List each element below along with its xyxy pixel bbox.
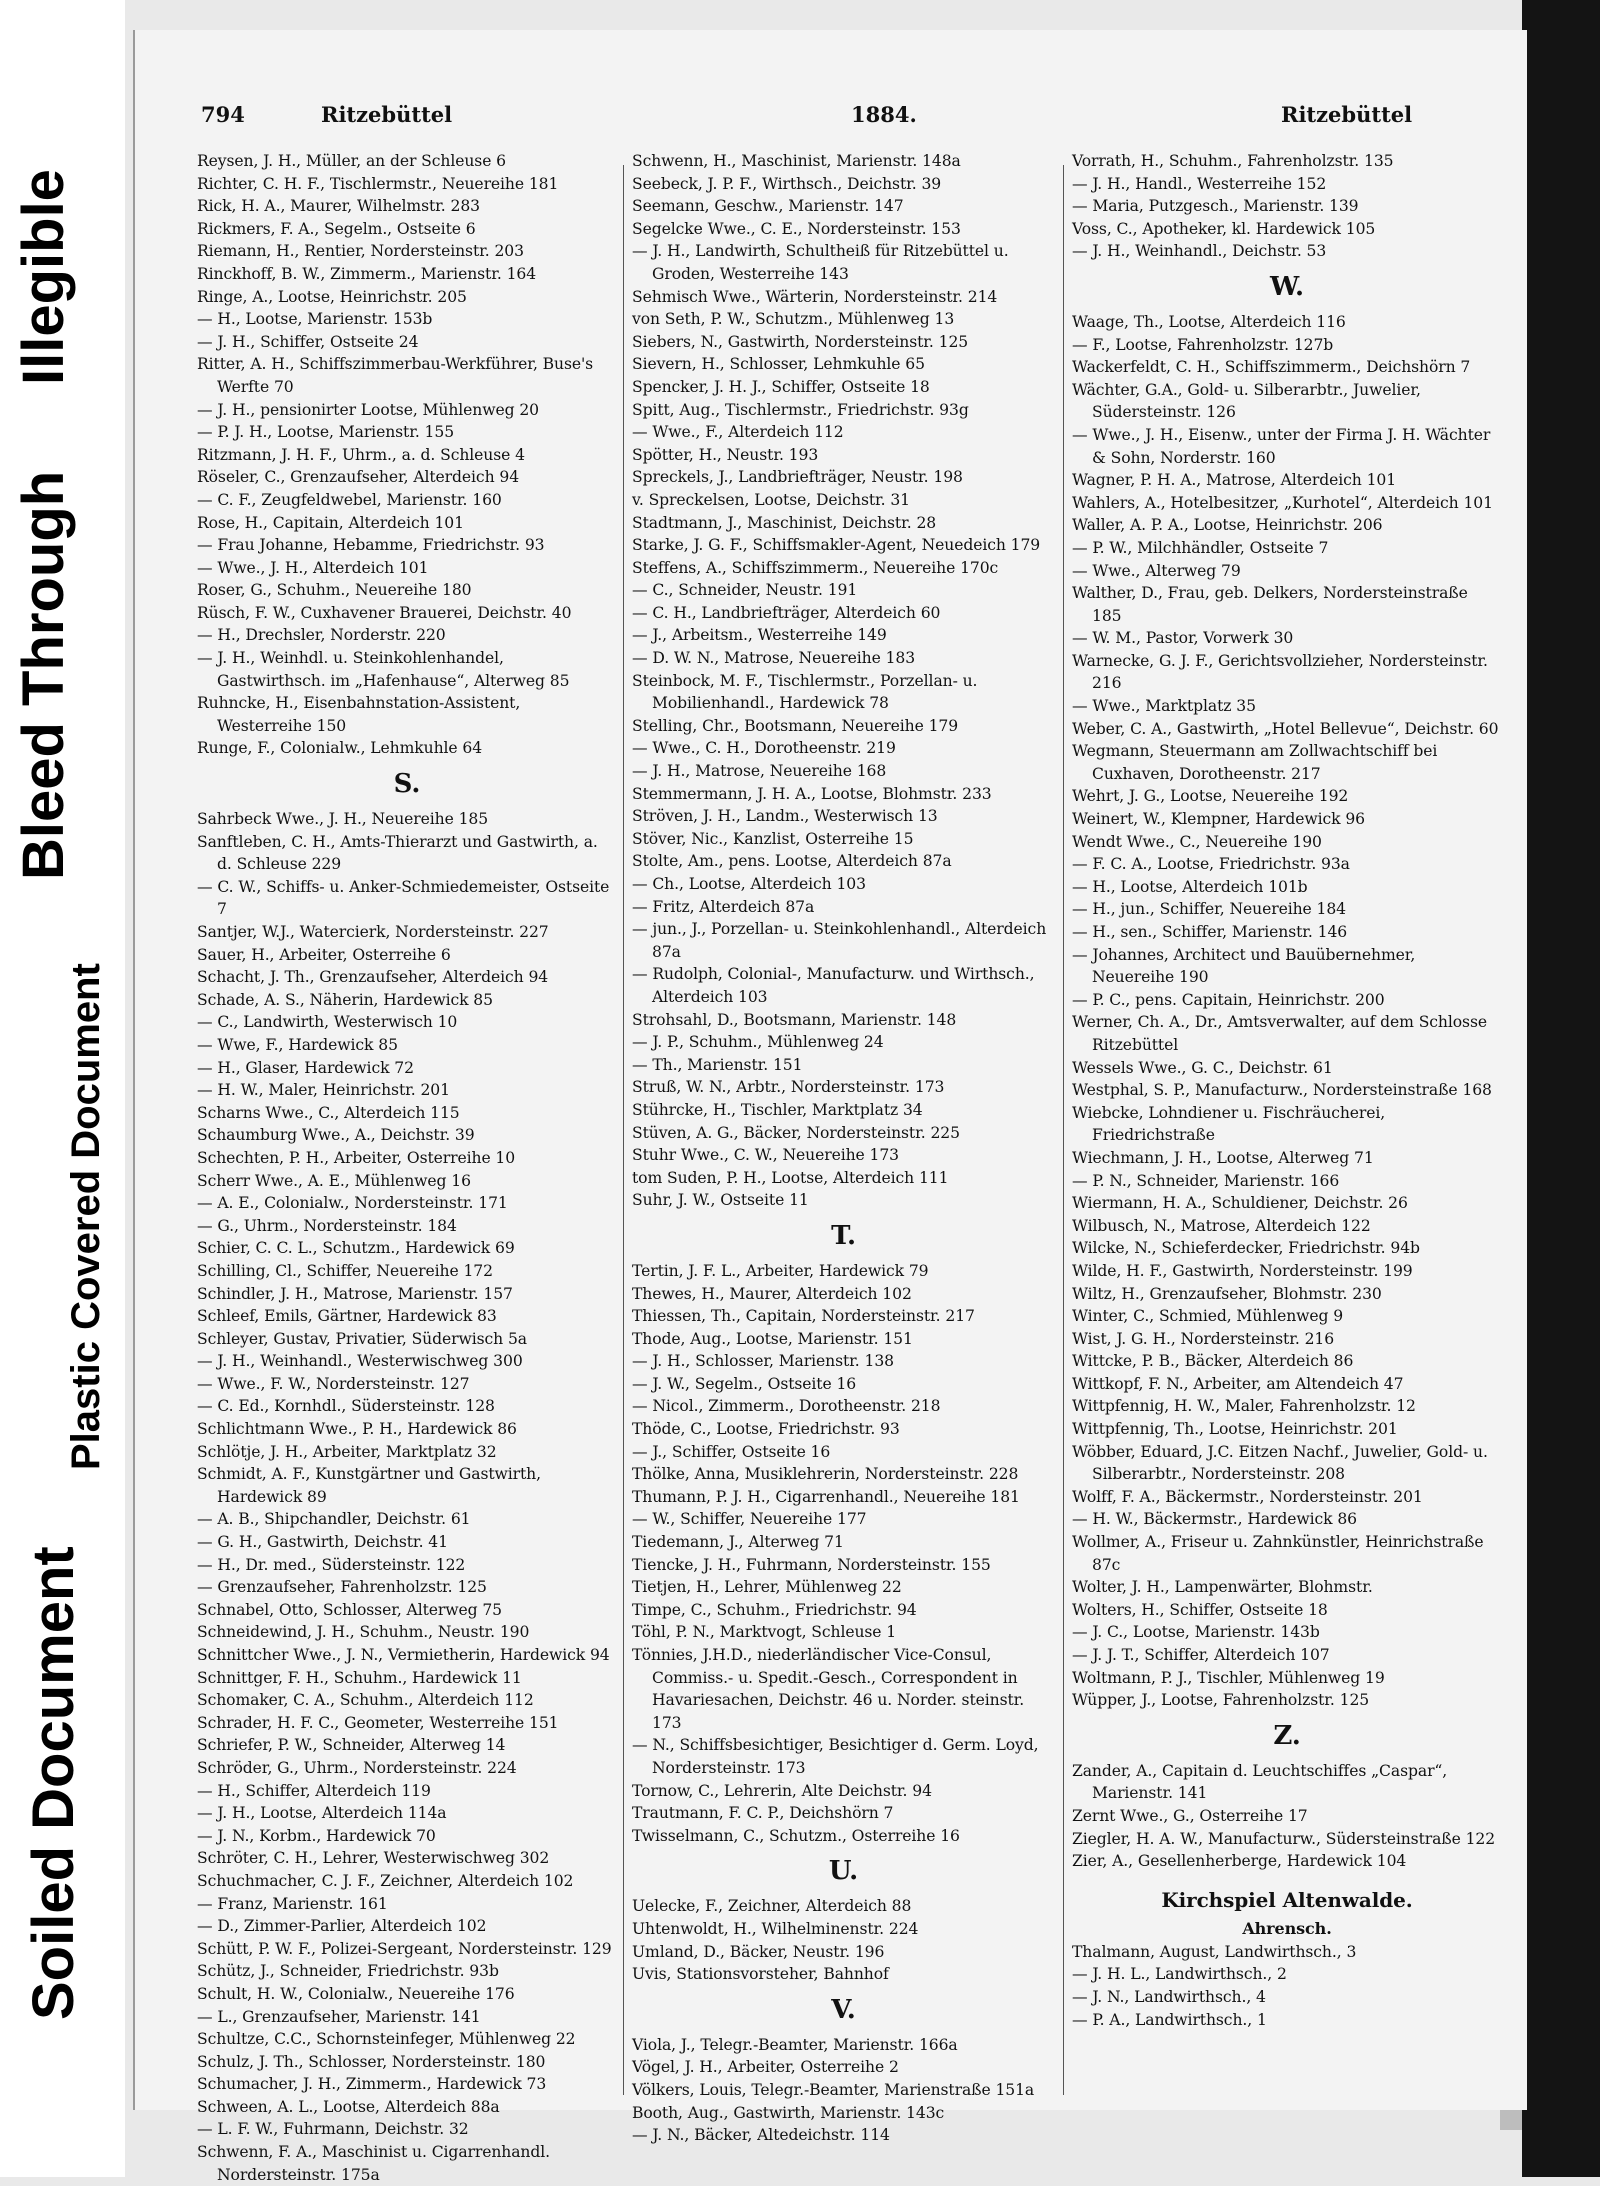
label-illegible: Illegible (11, 169, 76, 385)
page-number: 794 (201, 102, 245, 127)
directory-entry: Stöver, Nic., Kanzlist, Osterreihe 15 (632, 829, 914, 848)
directory-entry: Schilling, Cl., Schiffer, Neuereihe 172 (197, 1261, 493, 1280)
directory-entry: Wittkopf, F. N., Arbeiter, am Altendeich 47 (1072, 1374, 1404, 1393)
directory-entry: Timpe, C., Schuhm., Friedrichstr. 94 (632, 1600, 917, 1619)
column-divider (1063, 165, 1064, 2095)
directory-entry: — Wwe., Marktplatz 35 (1072, 697, 1256, 716)
directory-entry: Sehmisch Wwe., Wärterin, Nordersteinstr. 214 (632, 287, 998, 306)
directory-entry: Schütz, J., Schneider, Friedrichstr. 93b (197, 1962, 499, 1981)
directory-entry: Stüven, A. G., Bäcker, Nordersteinstr. 225 (632, 1123, 960, 1142)
directory-entry: — P. C., pens. Capitain, Heinrichstr. 200 (1072, 990, 1385, 1009)
label-soiled-document: Soiled Document (21, 1546, 86, 2020)
directory-entry: Rose, H., Capitain, Alterdeich 101 (197, 513, 464, 532)
directory-entry: — Franz, Marienstr. 161 (197, 1894, 388, 1913)
directory-entry: Wittcke, P. B., Bäcker, Alterdeich 86 (1072, 1352, 1354, 1371)
directory-entry: Ritzmann, J. H. F., Uhrm., a. d. Schleuse 4 (197, 445, 525, 464)
directory-entry: Ritter, A. H., Schiffszimmerbau-Werkführer, Buse's Werfte 70 (197, 355, 594, 396)
directory-entry: Ringe, A., Lootse, Heinrichstr. 205 (197, 287, 467, 306)
directory-entry: — J. H., Weinhdl. u. Steinkohlenhandel, Gastwirthsch. im „Hafenhause“, Alterweg 85 (197, 649, 570, 690)
directory-entry: — J. H., Matrose, Neuereihe 168 (632, 762, 887, 781)
directory-entry: — H., Lootse, Alterdeich 101b (1072, 877, 1308, 896)
directory-entry: Schumacher, J. H., Zimmerm., Hardewick 73 (197, 2075, 547, 2094)
directory-entry: — Grenzaufseher, Fahrenholzstr. 125 (197, 1578, 487, 1597)
directory-entry: Wollmer, A., Friseur u. Zahnkünstler, Heinrichstraße 87c (1072, 1533, 1484, 1574)
directory-entry: Wolters, H., Schiffer, Ostseite 18 (1072, 1600, 1328, 1619)
directory-entry: — jun., J., Porzellan- u. Steinkohlenhandl., Alterdeich 87a (632, 920, 1047, 961)
directory-entry: Spencker, J. H. J., Schiffer, Ostseite 18 (632, 377, 930, 396)
directory-entry: — C. F., Zeugfeldwebel, Marienstr. 160 (197, 490, 502, 509)
directory-entry: Scharns Wwe., C., Alterdeich 115 (197, 1103, 460, 1122)
directory-entry: Schween, A. L., Lootse, Alterdeich 88a (197, 2097, 500, 2116)
directory-entry: Thumann, P. J. H., Cigarrenhandl., Neuereihe 181 (632, 1487, 1020, 1506)
directory-entry: — J. N., Korbm., Hardewick 70 (197, 1826, 436, 1845)
directory-entry: Voss, C., Apotheker, kl. Hardewick 105 (1072, 219, 1376, 238)
letter-heading: Z. (1273, 1720, 1301, 1751)
directory-entry: Seemann, Geschw., Marienstr. 147 (632, 197, 904, 216)
letter-heading: T. (831, 1220, 856, 1251)
directory-entry: Riemann, H., Rentier, Nordersteinstr. 203 (197, 242, 524, 261)
directory-entry: Wiebcke, Lohndiener u. Fischräucherei, Friedrichstraße (1072, 1103, 1386, 1145)
running-head-right: Ritzebüttel (1281, 102, 1413, 127)
directory-entry: Thalmann, August, Landwirthsch., 3 (1072, 1942, 1357, 1961)
scan-border (1522, 0, 1600, 2177)
directory-entry: — Wwe, F., Hardewick 85 (197, 1035, 398, 1054)
directory-entry: Thewes, H., Maurer, Alterdeich 102 (632, 1284, 912, 1303)
directory-entry: — J. H. L., Landwirthsch., 2 (1072, 1965, 1287, 1984)
directory-entry: Vögel, J. H., Arbeiter, Osterreihe 2 (632, 2058, 899, 2077)
directory-entry: Waller, A. P. A., Lootse, Heinrichstr. 206 (1072, 516, 1383, 535)
document-page (133, 30, 1527, 2184)
column-divider (623, 165, 624, 2095)
directory-entry: Thiessen, Th., Capitain, Nordersteinstr. 217 (632, 1307, 975, 1326)
running-head-year: 1884. (851, 102, 917, 127)
letter-heading: W. (1269, 271, 1304, 302)
directory-entry: Wittpfennig, H. W., Maler, Fahrenholzstr. 12 (1072, 1397, 1416, 1416)
directory-entry: — J. H., Weinhandl., Westerwischweg 300 (197, 1352, 523, 1371)
directory-entry: — J. N., Bäcker, Altedeichstr. 114 (632, 2126, 890, 2145)
directory-entry: Vorrath, H., Schuhm., Fahrenholzstr. 135 (1072, 152, 1394, 170)
label-plastic-covered: Plastic Covered Document (64, 963, 108, 1470)
directory-entry: — J. H., Lootse, Alterdeich 114a (197, 1804, 447, 1823)
letter-heading: S. (393, 769, 421, 800)
directory-column-2 (632, 150, 1055, 2147)
directory-entry: Roser, G., Schuhm., Neuereihe 180 (197, 581, 472, 600)
directory-entry: Rick, H. A., Maurer, Wilhelmstr. 283 (197, 197, 480, 216)
directory-entry: Thode, Aug., Lootse, Marienstr. 151 (632, 1329, 913, 1348)
directory-entry: Sahrbeck Wwe., J. H., Neuereihe 185 (197, 810, 489, 829)
directory-entry: — Johannes, Architect und Bauübernehmer, Neuereihe 190 (1072, 945, 1416, 987)
directory-entry: Uhtenwoldt, H., Wilhelminenstr. 224 (632, 1919, 919, 1938)
directory-entry: Tiencke, J. H., Fuhrmann, Nordersteinstr. 155 (632, 1555, 991, 1574)
directory-entry: Schade, A. S., Näherin, Hardewick 85 (197, 990, 493, 1009)
directory-entry: — H. W., Bäckermstr., Hardewick 86 (1072, 1510, 1357, 1529)
annotation-strip (0, 0, 125, 2177)
directory-entry: Werner, Ch. A., Dr., Amtsverwalter, auf dem Schlosse Ritzebüttel (1072, 1013, 1487, 1054)
directory-entry: — J. H., pensionirter Lootse, Mühlenweg 20 (197, 400, 540, 419)
directory-entry: — H., Lootse, Marienstr. 153b (197, 310, 433, 329)
directory-entry: Struß, W. N., Arbtr., Nordersteinstr. 173 (632, 1078, 945, 1097)
directory-entry: Wendt Wwe., C., Neuereihe 190 (1072, 832, 1322, 851)
directory-entry: — F. C. A., Lootse, Friedrichstr. 93a (1072, 855, 1350, 874)
label-bleed-through: Bleed Through (11, 470, 76, 880)
directory-entry: Winter, C., Schmied, Mühlenweg 9 (1072, 1307, 1344, 1326)
directory-entry: Waage, Th., Lootse, Alterdeich 116 (1072, 312, 1346, 331)
directory-entry: Schechten, P. H., Arbeiter, Osterreihe 10 (197, 1148, 516, 1167)
directory-entry: — A. B., Shipchandler, Deichstr. 61 (197, 1510, 471, 1529)
directory-entry: Wiechmann, J. H., Lootse, Alterweg 71 (1072, 1148, 1374, 1167)
directory-entry: Richter, C. H. F., Tischlermstr., Neuereihe 181 (197, 174, 559, 193)
directory-entry: Rickmers, F. A., Segelm., Ostseite 6 (197, 219, 476, 238)
directory-entry: Santjer, W.J., Watercierk, Nordersteinstr. 227 (197, 923, 549, 941)
directory-entry: Booth, Aug., Gastwirth, Marienstr. 143c (632, 2103, 945, 2122)
directory-entry: Stührcke, H., Tischler, Marktplatz 34 (632, 1100, 923, 1119)
directory-entry: Ruhncke, H., Eisenbahnstation-Assistent, Westerreihe 150 (197, 694, 521, 735)
directory-entry: — G. H., Gastwirth, Deichstr. 41 (197, 1533, 448, 1552)
directory-entry: Schwenn, F. A., Maschinist u. Cigarrenhandl. Nordersteinstr. 175a (197, 2143, 550, 2184)
directory-entry: Segelcke Wwe., C. E., Nordersteinstr. 153 (632, 219, 961, 238)
directory-entry: Schnittcher Wwe., J. N., Vermietherin, Hardewick 94 (197, 1646, 610, 1664)
directory-entry: — G., Uhrm., Nordersteinstr. 184 (197, 1216, 457, 1235)
directory-entry: — H., Drechsler, Norderstr. 220 (197, 626, 446, 645)
directory-entry: — Wwe., Alterweg 79 (1072, 561, 1241, 580)
directory-entry: — Ch., Lootse, Alterdeich 103 (632, 875, 866, 893)
directory-entry: — W. M., Pastor, Vorwerk 30 (1072, 629, 1294, 648)
directory-entry: — C., Schneider, Neustr. 191 (632, 581, 858, 600)
directory-entry: — J. H., Handl., Westerreihe 152 (1072, 174, 1327, 193)
directory-entry: Woltmann, P. J., Tischler, Mühlenweg 19 (1072, 1668, 1385, 1687)
directory-entry: Wöbber, Eduard, J.C. Eitzen Nachf., Juwelier, Gold- u. Silberarbtr., Nordersteinstr. 208 (1072, 1442, 1488, 1484)
directory-entry: Tönnies, J.H.D., niederländischer Vice-Consul, Commiss.- u. Spedit.-Gesch., Correspondent in Havariesachen, Deichstr. 46 u. Norder. steinstr. 173 (632, 1646, 1025, 1732)
directory-entry: — Fritz, Alterdeich 87a (632, 897, 815, 916)
directory-entry: Schwenn, H., Maschinist, Marienstr. 148a (632, 152, 961, 170)
directory-entry: Tiedemann, J., Alterweg 71 (632, 1533, 844, 1552)
directory-entry: Trautmann, F. C. P., Deichshörn 7 (632, 1804, 894, 1823)
directory-entry: Umland, D., Bäcker, Neustr. 196 (632, 1942, 885, 1961)
directory-entry: Schmidt, A. F., Kunstgärtner und Gastwirth, Hardewick 89 (197, 1465, 541, 1506)
directory-entry: Wolff, F. A., Bäckermstr., Nordersteinstr. 201 (1072, 1487, 1423, 1506)
directory-entry: Seebeck, J. P. F., Wirthsch., Deichstr. 39 (632, 174, 942, 193)
directory-entry: Wehrt, J. G., Lootse, Neuereihe 192 (1072, 787, 1349, 806)
directory-entry: Weber, C. A., Gastwirth, „Hotel Bellevue“, Deichstr. 60 (1072, 719, 1499, 738)
directory-entry: Steinbock, M. F., Tischlermstr., Porzellan- u. Mobilienhandl., Hardewick 78 (632, 671, 978, 713)
directory-entry: Spreckels, J., Landbriefträger, Neustr. 198 (632, 468, 963, 487)
directory-entry: — J. H., Schlosser, Marienstr. 138 (632, 1352, 894, 1371)
locality-heading: Ahrensch. (1242, 1918, 1332, 1938)
directory-entry: Röseler, C., Grenzaufseher, Alterdeich 94 (197, 468, 520, 487)
directory-entry: — H., jun., Schiffer, Neuereihe 184 (1072, 900, 1346, 919)
directory-entry: Uelecke, F., Zeichner, Alterdeich 88 (632, 1897, 912, 1916)
directory-entry: — Wwe., F., Alterdeich 112 (632, 423, 844, 442)
directory-entry: Uvis, Stationsvorsteher, Bahnhof (632, 1965, 889, 1984)
directory-entry: Töhl, P. N., Marktvogt, Schleuse 1 (632, 1623, 897, 1642)
directory-entry: Siebers, N., Gastwirth, Nordersteinstr. 125 (632, 332, 969, 351)
directory-entry: Schrader, H. F. C., Geometer, Westerreihe 151 (197, 1713, 559, 1732)
directory-entry: Strohsahl, D., Bootsmann, Marienstr. 148 (632, 1010, 957, 1029)
running-head-left: Ritzebüttel (321, 102, 453, 127)
directory-entry: Stadtmann, J., Maschinist, Deichstr. 28 (632, 513, 937, 532)
directory-entry: Schacht, J. Th., Grenzaufseher, Alterdeich 94 (197, 968, 549, 987)
directory-entry: — Th., Marienstr. 151 (632, 1055, 803, 1074)
directory-entry: — N., Schiffsbesichtiger, Besichtiger d. Germ. Loyd, Nordersteinstr. 173 (632, 1736, 1039, 1777)
directory-entry: Schröder, G., Uhrm., Nordersteinstr. 224 (197, 1758, 517, 1777)
directory-entry: — J. C., Lootse, Marienstr. 143b (1072, 1623, 1320, 1642)
directory-entry: — P. J. H., Lootse, Marienstr. 155 (197, 423, 455, 442)
letter-heading: U. (828, 1856, 859, 1887)
directory-entry: — J. N., Landwirthsch., 4 (1072, 1987, 1266, 2006)
directory-entry: Scherr Wwe., A. E., Mühlenweg 16 (197, 1171, 471, 1190)
directory-entry: Wilcke, N., Schieferdecker, Friedrichstr. 94b (1072, 1239, 1420, 1258)
directory-entry: von Seth, P. W., Schutzm., Mühlenweg 13 (632, 310, 955, 329)
directory-entry: Wüpper, J., Lootse, Fahrenholzstr. 125 (1072, 1691, 1370, 1710)
directory-entry: — C. Ed., Kornhdl., Südersteinstr. 128 (197, 1397, 495, 1416)
directory-entry: Ziegler, H. A. W., Manufacturw., Südersteinstraße 122 (1072, 1829, 1496, 1848)
directory-entry: — Wwe., C. H., Dorotheenstr. 219 (632, 739, 896, 758)
directory-entry: Tietjen, H., Lehrer, Mühlenweg 22 (632, 1578, 902, 1597)
directory-entry: — D. W. N., Matrose, Neuereihe 183 (632, 649, 916, 668)
directory-entry: — Wwe., F. W., Nordersteinstr. 127 (197, 1374, 470, 1393)
directory-entry: Wessels Wwe., G. C., Deichstr. 61 (1072, 1058, 1333, 1077)
directory-entry: Spötter, H., Neustr. 193 (632, 445, 819, 464)
directory-entry: — J. J. T., Schiffer, Alterdeich 107 (1072, 1646, 1330, 1664)
directory-entry: Wahlers, A., Hotelbesitzer, „Kurhotel“, Alterdeich 101 (1072, 493, 1493, 512)
directory-entry: Wolter, J. H., Lampenwärter, Blohmstr. (1072, 1578, 1373, 1597)
directory-entry: — Frau Johanne, Hebamme, Friedrichstr. 93 (197, 536, 545, 555)
directory-entry: Wagner, P. H. A., Matrose, Alterdeich 101 (1072, 471, 1397, 490)
directory-entry: Schult, H. W., Colonialw., Neuereihe 176 (197, 1984, 515, 2003)
directory-entry: Thölke, Anna, Musiklehrerin, Nordersteinstr. 228 (632, 1465, 1019, 1484)
parish-heading: Kirchspiel Altenwalde. (1161, 1887, 1413, 1912)
directory-entry: Weinert, W., Klempner, Hardewick 96 (1072, 810, 1365, 829)
directory-entry: Wittpfennig, Th., Lootse, Heinrichstr. 201 (1072, 1420, 1398, 1439)
directory-entry: — H., Schiffer, Alterdeich 119 (197, 1781, 431, 1800)
directory-column-1 (197, 150, 617, 2186)
directory-entry: Tornow, C., Lehrerin, Alte Deichstr. 94 (632, 1781, 932, 1800)
directory-entry: — P. A., Landwirthsch., 1 (1072, 2010, 1267, 2029)
directory-entry: Rinckhoff, B. W., Zimmerm., Marienstr. 164 (197, 264, 537, 283)
directory-entry: Wiltz, H., Grenzaufseher, Blohmstr. 230 (1072, 1284, 1382, 1303)
directory-entry: Warnecke, G. J. F., Gerichtsvollzieher, Nordersteinstr. 216 (1072, 651, 1488, 693)
directory-entry: Schier, C. C. L., Schutzm., Hardewick 69 (197, 1239, 515, 1258)
directory-entry: Wilbusch, N., Matrose, Alterdeich 122 (1072, 1216, 1371, 1235)
directory-entry: Wegmann, Steuermann am Zollwachtschiff bei Cuxhaven, Dorotheenstr. 217 (1072, 742, 1438, 783)
directory-entry: Stolte, Am., pens. Lootse, Alterdeich 87a (632, 852, 952, 871)
directory-entry: — J. W., Segelm., Ostseite 16 (632, 1374, 857, 1393)
directory-entry: — J. P., Schuhm., Mühlenweg 24 (632, 1033, 884, 1052)
directory-entry: Schriefer, P. W., Schneider, Alterweg 14 (197, 1736, 506, 1755)
directory-entry: Schomaker, C. A., Schuhm., Alterdeich 112 (197, 1691, 534, 1710)
directory-entry: Wilde, H. F., Gastwirth, Nordersteinstr. 199 (1072, 1261, 1413, 1280)
directory-entry: Sauer, H., Arbeiter, Osterreihe 6 (197, 945, 451, 964)
directory-entry: Wist, J. G. H., Nordersteinstr. 216 (1072, 1329, 1335, 1348)
directory-entry: — J., Schiffer, Ostseite 16 (632, 1442, 831, 1461)
directory-entry: — H., sen., Schiffer, Marienstr. 146 (1072, 923, 1348, 941)
directory-entry: — C. W., Schiffs- u. Anker-Schmiedemeister, Ostseite 7 (197, 877, 610, 919)
directory-entry: — D., Zimmer-Parlier, Alterdeich 102 (197, 1917, 487, 1936)
directory-entry: Zier, A., Gesellenherberge, Hardewick 104 (1072, 1852, 1407, 1871)
directory-entry: — J., Arbeitsm., Westerreihe 149 (632, 626, 887, 645)
page-header (201, 102, 1491, 142)
directory-entry: Rüsch, F. W., Cuxhavener Brauerei, Deichstr. 40 (197, 603, 572, 622)
directory-entry: Schütt, P. W. F., Polizei-Sergeant, Nordersteinstr. 129 (197, 1939, 612, 1958)
directory-entry: Zernt Wwe., G., Osterreihe 17 (1072, 1806, 1308, 1825)
directory-entry: Schleef, Emils, Gärtner, Hardewick 83 (197, 1307, 497, 1326)
directory-entry: v. Spreckelsen, Lootse, Deichstr. 31 (632, 490, 911, 509)
directory-entry: Twisselmann, C., Schutzm., Osterreihe 16 (632, 1826, 960, 1845)
directory-entry: Reysen, J. H., Müller, an der Schleuse 6 (197, 152, 507, 170)
directory-entry: Schultze, C.C., Schornsteinfeger, Mühlenweg 22 (197, 2030, 576, 2049)
directory-entry: Starke, J. G. F., Schiffsmakler-Agent, Neuedeich 179 (632, 536, 1041, 555)
directory-entry: Wiermann, H. A., Schuldiener, Deichstr. 26 (1072, 1194, 1408, 1213)
directory-entry: — F., Lootse, Fahrenholzstr. 127b (1072, 335, 1334, 354)
directory-entry: — J. H., Landwirth, Schultheiß für Ritzebüttel u. Groden, Westerreihe 143 (632, 242, 1009, 283)
directory-entry: — Wwe., J. H., Alterdeich 101 (197, 558, 429, 577)
directory-entry: Viola, J., Telegr.-Beamter, Marienstr. 166a (632, 2035, 958, 2054)
directory-entry: tom Suden, P. H., Lootse, Alterdeich 111 (632, 1168, 949, 1187)
directory-entry: Runge, F., Colonialw., Lehmkuhle 64 (197, 739, 483, 758)
directory-entry: Völkers, Louis, Telegr.-Beamter, Marienstraße 151a (632, 2080, 1035, 2099)
directory-entry: — J. H., Weinhandl., Deichstr. 53 (1072, 242, 1327, 261)
directory-entry: Steffens, A., Schiffszimmerm., Neuereihe 170c (632, 558, 999, 577)
directory-entry: Westphal, S. P., Manufacturw., Nordersteinstraße 168 (1072, 1081, 1492, 1100)
directory-entry: Schulz, J. Th., Schlosser, Nordersteinstr. 180 (197, 2052, 546, 2071)
directory-entry: Sanftleben, C. H., Amts-Thierarzt und Gastwirth, a. d. Schleuse 229 (197, 832, 598, 874)
directory-entry: Schleyer, Gustav, Privatier, Süderwisch 5a (197, 1329, 527, 1348)
directory-entry: Suhr, J. W., Ostseite 11 (632, 1191, 809, 1210)
directory-entry: — C. H., Landbriefträger, Alterdeich 60 (632, 603, 941, 622)
directory-entry: — L., Grenzaufseher, Marienstr. 141 (197, 2007, 481, 2026)
directory-entry: Wackerfeldt, C. H., Schiffszimmerm., Deichshörn 7 (1072, 358, 1471, 377)
directory-entry: Stelling, Chr., Bootsmann, Neuereihe 179 (632, 716, 959, 735)
directory-entry: — A. E., Colonialw., Nordersteinstr. 171 (197, 1194, 508, 1213)
directory-entry: — P. N., Schneider, Marienstr. 166 (1072, 1171, 1340, 1190)
directory-entry: Stuhr Wwe., C. W., Neuereihe 173 (632, 1146, 899, 1165)
directory-entry: Ströven, J. H., Landm., Westerwisch 13 (632, 807, 938, 826)
directory-entry: — H., Dr. med., Südersteinstr. 122 (197, 1555, 466, 1574)
directory-entry: Stemmermann, J. H. A., Lootse, Blohmstr. 233 (632, 784, 992, 803)
directory-entry: — P. W., Milchhändler, Ostseite 7 (1072, 538, 1329, 557)
directory-entry: — Rudolph, Colonial-, Manufacturw. und Wirthsch., Alterdeich 103 (632, 965, 1035, 1006)
directory-entry: Thöde, C., Lootse, Friedrichstr. 93 (632, 1420, 900, 1439)
directory-entry: — Maria, Putzgesch., Marienstr. 139 (1072, 197, 1359, 216)
directory-entry: Schlichtmann Wwe., P. H., Hardewick 86 (197, 1420, 517, 1439)
directory-entry: Spitt, Aug., Tischlermstr., Friedrichstr. 93g (632, 400, 969, 419)
directory-entry: — J. H., Schiffer, Ostseite 24 (197, 332, 419, 351)
directory-entry: — W., Schiffer, Neuereihe 177 (632, 1510, 867, 1529)
directory-entry: Schindler, J. H., Matrose, Marienstr. 157 (197, 1284, 513, 1303)
directory-entry: Zander, A., Capitain d. Leuchtschiffes „Caspar“, Marienstr. 141 (1072, 1761, 1448, 1803)
directory-entry: Schnabel, Otto, Schlosser, Alterweg 75 (197, 1600, 503, 1619)
directory-entry: Schneidewind, J. H., Schuhm., Neustr. 190 (197, 1623, 530, 1642)
directory-entry: Walther, D., Frau, geb. Delkers, Nordersteinstraße 185 (1072, 584, 1468, 625)
directory-entry: — H. W., Maler, Heinrichstr. 201 (197, 1081, 450, 1100)
directory-entry: Schaumburg Wwe., A., Deichstr. 39 (197, 1126, 475, 1145)
directory-entry: — C., Landwirth, Westerwisch 10 (197, 1013, 458, 1032)
directory-entry: Wächter, G.A., Gold- u. Silberarbtr., Juwelier, Südersteinstr. 126 (1072, 380, 1421, 422)
directory-column-3 (1072, 150, 1502, 2031)
letter-heading: V. (831, 1994, 856, 2025)
directory-entry: — Wwe., J. H., Eisenw., unter der Firma J. H. Wächter & Sohn, Norderstr. 160 (1072, 425, 1491, 467)
directory-entry: — H., Glaser, Hardewick 72 (197, 1058, 414, 1077)
directory-entry: Schlötje, J. H., Arbeiter, Marktplatz 32 (197, 1442, 497, 1461)
directory-entry: — L. F. W., Fuhrmann, Deichstr. 32 (197, 2120, 469, 2139)
directory-entry: — Nicol., Zimmerm., Dorotheenstr. 218 (632, 1397, 941, 1416)
directory-entry: Tertin, J. F. L., Arbeiter, Hardewick 79 (632, 1261, 929, 1280)
directory-entry: Schuchmacher, C. J. F., Zeichner, Alterdeich 102 (197, 1871, 574, 1890)
directory-entry: Schröter, C. H., Lehrer, Westerwischweg 302 (197, 1849, 550, 1868)
directory-entry: Schnittger, F. H., Schuhm., Hardewick 11 (197, 1668, 522, 1687)
directory-entry: Sievern, H., Schlosser, Lehmkuhle 65 (632, 355, 925, 374)
